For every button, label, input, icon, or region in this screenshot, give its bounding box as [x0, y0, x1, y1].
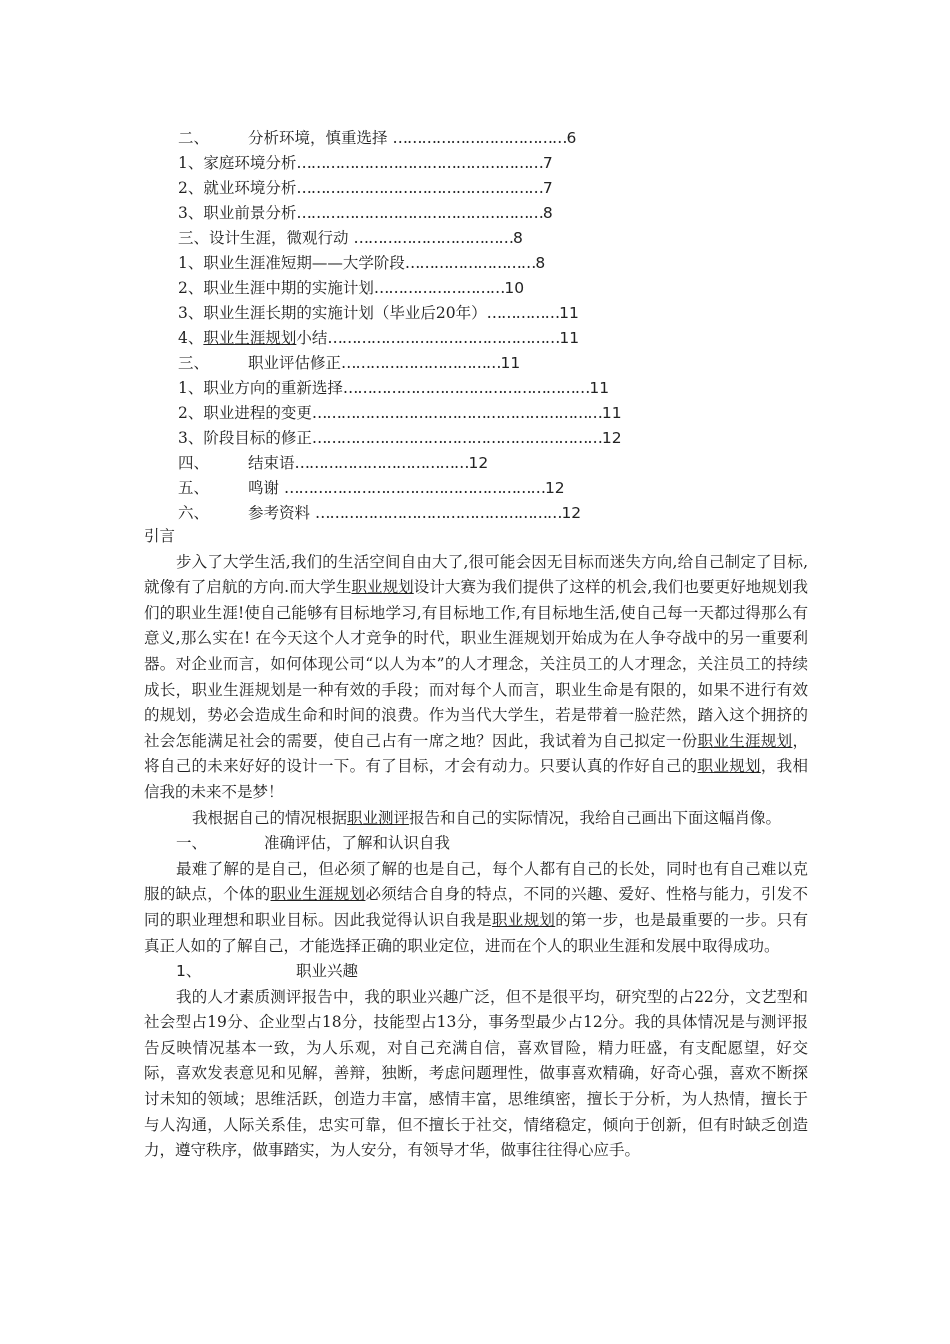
toc-entry-number: 2、 [178, 279, 204, 297]
toc-entry-page: 7 [542, 154, 553, 172]
toc-entry-page: 11 [500, 354, 521, 372]
toc-entry-number: 4、 [178, 329, 204, 347]
link-career-plan[interactable]: 职业生涯规划 [697, 731, 793, 750]
toc-entry-leader: ……………………………………………… [283, 479, 545, 497]
toc-entry[interactable] [178, 476, 738, 501]
toc-entry-title: 职业方向的重新选择 [203, 379, 343, 397]
toc-entry-title: 小结 [296, 329, 328, 347]
section-1-number: 一、 [176, 834, 208, 853]
text-run: 最难了解的是自己，但必须了解的也是自己，每个人都有自己的长处，同时也有自己难以克服的缺点，个体的 [144, 859, 808, 904]
toc-entry-page: 11 [559, 304, 579, 322]
toc-entry-page: 11 [589, 379, 610, 397]
toc-entry-leader: …………………………………………… [296, 204, 543, 222]
toc-entry-page: 12 [468, 454, 489, 472]
toc-entry-number: 六、 [178, 504, 210, 522]
toc-entry-title: 就业环境分析 [203, 179, 297, 197]
toc-entry-leader: …………………………………………… [296, 179, 543, 197]
toc-entry[interactable] [178, 126, 738, 151]
toc-entry-leader: …………………………………………… [296, 154, 543, 172]
toc-entry-title: 职业评估修正 [248, 354, 342, 372]
toc-entry-page: 10 [504, 279, 525, 297]
text-run: 的第一步，也是最重要的一步。只有真正人如的了解自己，才能选择正确的职业定位，进而在个人的职业生涯和发展中取得成功。 [144, 910, 808, 955]
toc-entry-title: 结束语 [248, 454, 295, 472]
toc-entry-title: 职业进程的变更 [203, 404, 312, 422]
subsection-1-paragraph: 我的人才素质测评报告中，我的职业兴趣广泛，但不是很平均，研究型的占22分，文艺型和社会型占19分、企业型占18分，技能型占13分，事务型最少占12分。我的具体情况是与测评报告反映情况基本一致，为人乐观，对自己充满自信，喜欢冒险，精力旺盛，有支配愿望，好交际，喜欢发表意见和见解，善辩，独断，考虑问题理性，做事喜欢精确，好奇心强，喜欢不断探讨未知的领域；思维活跃，创造力丰富，感情丰富，思维缜密，擅长于分析，为人热情，擅长于与人沟通，人际关系佳，忠实可靠，但不擅长于社交，情绪稳定，倾向于创新，但有时缺乏创造力，遵守秩序，做事踏实，为人安分，有领导才华，做事往往得心应手。 [144, 987, 808, 1160]
link-career-assessment[interactable]: 职业测评 [347, 808, 410, 827]
toc-entry-number: 五、 [178, 479, 210, 497]
toc-entry-number: 三、 [178, 229, 210, 247]
toc-entry-page: 8 [512, 229, 523, 247]
toc-entry-title: 职业生涯准短期——大学阶段 [203, 254, 405, 272]
link-career-planning-2[interactable]: 职业规划 [697, 757, 761, 776]
section-1-title: 准确评估，了解和认识自我 [264, 834, 451, 853]
intro-paragraph-2 [144, 806, 808, 832]
toc-entry-page: 11 [601, 404, 622, 422]
toc-entry-title: 职业生涯长期的实施计划（毕业后20年） [203, 304, 487, 322]
toc-entry[interactable] [178, 276, 738, 301]
toc-entry-title: 阶段目标的修正 [203, 429, 312, 447]
toc-entry-number: 四、 [178, 454, 210, 472]
text-run: ，我相信我的未来不是梦！ [144, 757, 808, 801]
toc-entry[interactable] [178, 201, 738, 226]
toc-entry[interactable] [178, 401, 738, 426]
toc-entry-page: 11 [559, 329, 580, 347]
document-body [144, 524, 808, 1164]
link-career-planning-4[interactable]: 职业规划 [491, 910, 556, 929]
text-run: 必须结合自身的特点，不同的兴趣、爱好、性格与能力，引发不同的职业理想和职业目标。因此我觉得认识自我是 [144, 885, 808, 929]
toc-entry-number: 二、 [178, 129, 210, 147]
toc-entry-leader: …………………………………………………… [311, 429, 602, 447]
toc-entry[interactable] [178, 451, 738, 476]
toc-entry-page: 12 [561, 504, 582, 522]
section-1-paragraph [144, 857, 808, 959]
subsection-1-title: 职业兴趣 [296, 962, 359, 981]
toc-entry-leader: ……………………… [404, 254, 536, 272]
toc-entry-leader: ……………………… [373, 279, 505, 297]
toc-entry-leader: ……………………………… [294, 454, 469, 472]
subsection-1-heading [144, 959, 808, 985]
toc-entry-page: 6 [566, 129, 577, 147]
toc-entry[interactable] [178, 176, 738, 201]
toc-entry-leader: ……………………………… [392, 129, 567, 147]
text-run: ，将自己的未来好好的设计一下。有了目标，才会有动力。只要认真的作好自己的 [144, 731, 808, 776]
toc-entry-number: 3、 [178, 304, 204, 322]
toc-entry-title: 设计生涯，微观行动 [209, 229, 354, 247]
toc-entry-page: 7 [542, 179, 553, 197]
text-run: 设计大赛为我们提供了这样的机会,我们也要更好地规划我们的职业生涯!使自己能够有目标地学习,有目标地工作,有目标地生活,使自己每一天都过得那么有意义,那么实在! 在今天这个人才竞争的时代，职业生涯规划开始成为在人争夺战中的另一重要利器。对企业而言，如何体现公司“以人为本”的人才理念，关注员工的人才理念，关注员工的持续成长，职业生涯规划是一种有效的手段；而对每个人而言，职业生命是有限的，如果不进行有效的规划，势必会造成生命和时间的浪费。作为当代大学生，若是带着一脸茫然，踏入这个拥挤的社会怎能满足社会的需要，使自己占有一席之地？因此，我试着为自己拟定一份 [144, 578, 808, 750]
toc-entry-title: 鸣谢 [248, 479, 284, 497]
section-1-heading [144, 831, 808, 857]
toc-entry[interactable] [178, 426, 738, 451]
toc-entry-leader: …………………………………………… [314, 504, 562, 522]
toc-entry-title: 参考资料 [248, 504, 315, 522]
toc-entry[interactable] [178, 351, 738, 376]
toc-entry-number: 3、 [178, 204, 204, 222]
toc-entry-leader: …………………………… [353, 229, 513, 247]
link-career-plan-3[interactable]: 职业生涯规划 [270, 885, 366, 904]
toc-entry-number: 2、 [178, 179, 204, 197]
toc-entry[interactable] [178, 501, 738, 526]
toc-entry-number: 1、 [178, 379, 204, 397]
text-run: 步入了大学生活,我们的生活空间自由大了,很可能会因无目标而迷失方向,给自己制定了目标,就像有了启航的方向.而大学生 [144, 552, 808, 597]
toc-entry-leader: …………………………………………………… [311, 404, 602, 422]
toc-entry-leader: ………………………………………… [327, 329, 560, 347]
intro-heading: 引言 [144, 527, 176, 545]
toc-entry-page: 8 [542, 204, 553, 222]
link-career-planning[interactable]: 职业规划 [351, 578, 414, 597]
toc-entry[interactable] [178, 226, 738, 251]
toc-entry-page: 12 [601, 429, 622, 447]
toc-entry[interactable] [178, 151, 738, 176]
toc-entry-title: 分析环境，慎重选择 [248, 129, 393, 147]
toc-entry-number: 2、 [178, 404, 204, 422]
toc-entry-page: 8 [535, 254, 546, 272]
toc-entry-number: 三、 [178, 354, 210, 372]
text-run: 报告和自己的实际情况，我给自己画出下面这幅肖像。 [409, 808, 782, 827]
toc-entry-leader: …………… [486, 304, 560, 322]
toc-entry-page: 12 [544, 479, 565, 497]
text-run: 我根据自己的情况根据 [192, 808, 348, 827]
table-of-contents [178, 126, 738, 526]
toc-entry[interactable] [178, 301, 738, 326]
toc-entry-leader: …………………………… [341, 354, 501, 372]
toc-entry-title: 家庭环境分析 [203, 154, 297, 172]
toc-entry-number: 1、 [178, 154, 204, 172]
toc-entry-link[interactable]: 职业生涯规划 [203, 329, 297, 347]
toc-entry[interactable] [178, 376, 738, 401]
toc-entry-leader: …………………………………………… [342, 379, 590, 397]
toc-entry-number: 1、 [178, 254, 204, 272]
toc-entry-title: 职业前景分析 [203, 204, 297, 222]
subsection-1-number: 1、 [176, 962, 202, 981]
toc-entry-title: 职业生涯中期的实施计划 [203, 279, 374, 297]
toc-entry[interactable] [178, 251, 738, 276]
toc-entry-number: 3、 [178, 429, 204, 447]
toc-entry[interactable] [178, 326, 738, 351]
intro-paragraph-1 [144, 550, 808, 806]
